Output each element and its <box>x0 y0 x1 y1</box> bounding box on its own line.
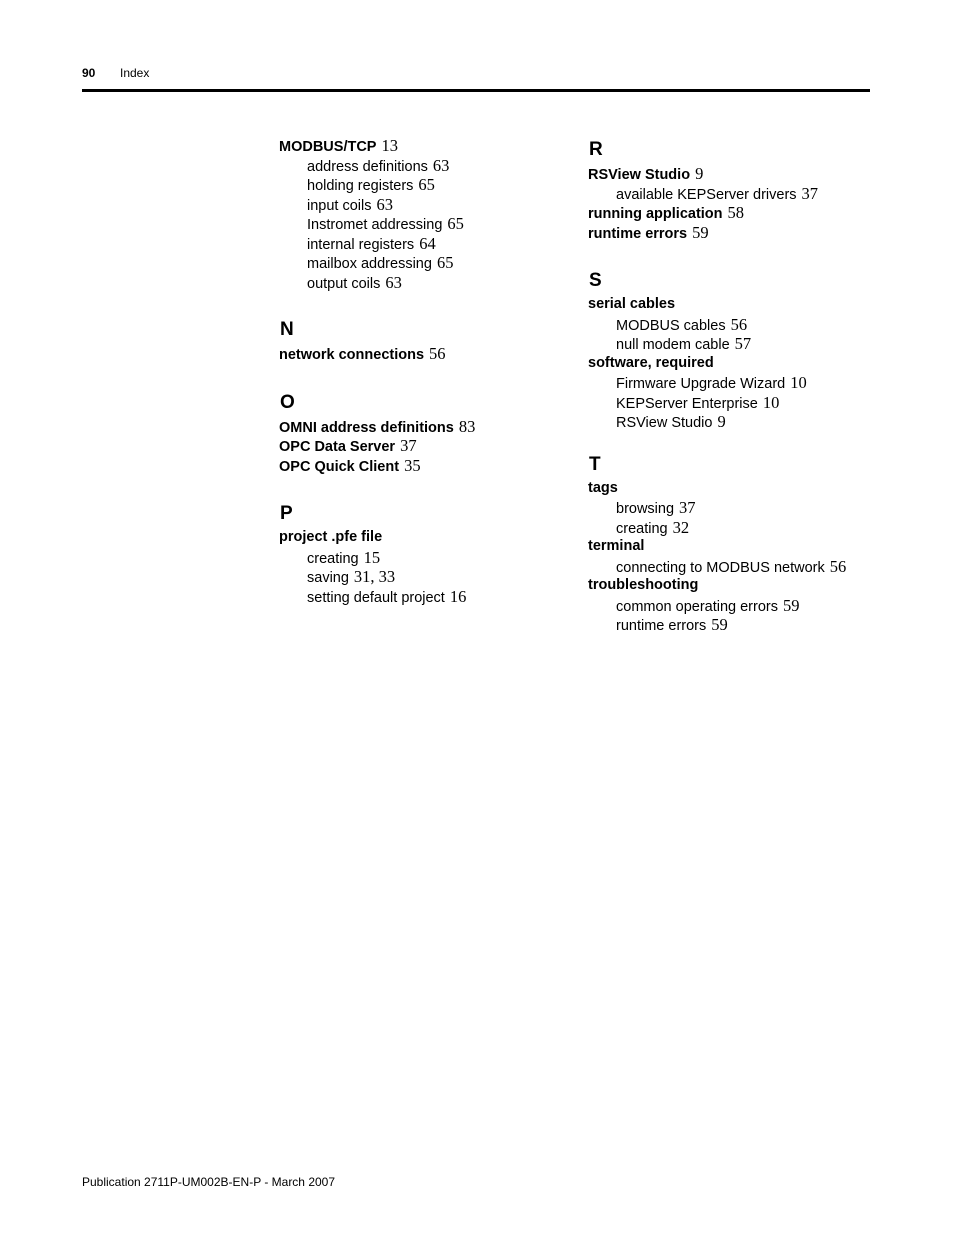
index-term: project .pfe file <box>279 529 383 545</box>
index-subentry <box>588 518 888 538</box>
index-term: MODBUS cables <box>616 317 726 334</box>
index-term: KEPServer Enterprise <box>616 395 758 412</box>
page-reference-link[interactable]: 64 <box>419 233 436 253</box>
index-term: browsing <box>616 501 675 517</box>
index-term: common operating errors <box>616 598 778 615</box>
page-reference-link[interactable]: 56 <box>730 314 748 334</box>
index-subentry <box>588 373 888 393</box>
index-group <box>279 389 579 476</box>
index-term: runtime errors <box>588 225 688 242</box>
index-letter-heading: N <box>280 319 294 340</box>
header-rule <box>82 89 870 92</box>
index-entry <box>279 456 579 476</box>
page-reference-link[interactable]: 63 <box>432 155 450 175</box>
index-group <box>588 136 888 242</box>
page-reference-link[interactable]: 58 <box>727 203 745 222</box>
page-reference-link[interactable]: 63 <box>376 194 393 214</box>
page-reference-link[interactable]: 31, 33 <box>353 567 396 586</box>
index-subentry <box>279 548 579 568</box>
index-term: runtime errors <box>616 618 707 634</box>
page-reference-link[interactable]: 9 <box>717 412 726 431</box>
index-subentry <box>588 393 888 413</box>
index-group <box>279 136 579 292</box>
index-term: input coils <box>307 197 372 214</box>
index-term: connecting to MODBUS network <box>616 559 825 576</box>
index-term: creating <box>616 520 668 537</box>
index-term: internal registers <box>307 236 415 253</box>
index-subentry <box>279 175 579 195</box>
index-entry <box>279 344 579 364</box>
index-column-left <box>279 136 579 606</box>
page-reference-link[interactable]: 59 <box>711 615 728 634</box>
index-group <box>588 267 888 432</box>
page-reference-link[interactable]: 56 <box>429 344 446 363</box>
index-term: output coils <box>307 275 381 292</box>
page-reference-link[interactable]: 16 <box>449 586 467 606</box>
index-term: Firmware Upgrade Wizard <box>616 376 786 392</box>
index-subentry <box>588 334 888 354</box>
index-subentry <box>279 156 579 176</box>
index-column-right <box>588 136 888 635</box>
index-letter-heading: O <box>280 391 295 413</box>
index-entry <box>279 136 579 156</box>
index-letter-heading: T <box>589 453 601 475</box>
page-reference-link[interactable]: 9 <box>695 164 704 183</box>
index-entry <box>588 203 888 223</box>
page-reference-link[interactable]: 57 <box>734 334 752 353</box>
index-term: troubleshooting <box>588 577 699 593</box>
page-reference-link[interactable]: 35 <box>404 455 421 475</box>
index-entry <box>588 164 888 184</box>
index-letter-heading: S <box>589 270 602 291</box>
index-subentry <box>279 195 579 215</box>
index-letter-heading: R <box>589 139 603 160</box>
index-group <box>279 316 579 364</box>
index-subentry <box>279 253 579 273</box>
index-term: address definitions <box>307 158 428 175</box>
index-term: network connections <box>279 347 425 363</box>
page-reference-link[interactable]: 37 <box>400 436 417 455</box>
index-entry <box>279 528 579 548</box>
index-entry <box>588 295 888 315</box>
index-subentry <box>279 587 579 607</box>
index-subentry <box>588 315 888 335</box>
index-term: mailbox addressing <box>307 256 432 272</box>
index-group <box>588 451 888 635</box>
page-reference-link[interactable]: 37 <box>801 183 819 203</box>
page-number: 90 <box>82 66 96 80</box>
index-term: OPC Data Server <box>279 439 396 455</box>
index-subentry <box>588 596 888 616</box>
index-term: software, required <box>588 354 714 371</box>
index-term: setting default project <box>307 589 445 606</box>
index-term: MODBUS/TCP <box>279 139 377 155</box>
index-term: Instromet addressing <box>307 217 443 233</box>
page-reference-link[interactable]: 10 <box>790 373 807 392</box>
index-term: tags <box>588 479 618 496</box>
index-letter-heading: P <box>280 503 293 524</box>
index-entry <box>279 417 579 437</box>
index-subentry <box>588 184 888 204</box>
index-term: terminal <box>588 538 645 554</box>
page-reference-link[interactable]: 65 <box>447 214 464 233</box>
index-term: null modem cable <box>616 337 730 353</box>
page-reference-link[interactable]: 59 <box>783 595 800 615</box>
index-subentry <box>588 412 888 432</box>
page-reference-link[interactable]: 83 <box>458 416 476 436</box>
page-reference-link[interactable]: 56 <box>829 556 847 576</box>
index-term: saving <box>307 570 349 586</box>
index-term: RSView Studio <box>616 415 713 431</box>
publication-footer: Publication 2711P-UM002B-EN-P - March 2007 <box>82 1175 336 1189</box>
index-term: available KEPServer drivers <box>616 186 797 203</box>
page-reference-link[interactable]: 63 <box>385 272 402 292</box>
index-entry <box>588 576 888 596</box>
page-reference-link[interactable]: 59 <box>692 222 709 242</box>
page-reference-link[interactable]: 32 <box>672 517 690 537</box>
page-reference-link[interactable]: 65 <box>436 253 454 272</box>
index-subentry <box>279 214 579 234</box>
index-term: OPC Quick Client <box>279 458 400 475</box>
index-entry <box>588 537 888 557</box>
index-term: RSView Studio <box>588 167 691 183</box>
section-title: Index <box>120 66 150 80</box>
index-entry <box>279 436 579 456</box>
index-subentry <box>588 557 888 577</box>
page-reference-link[interactable]: 15 <box>363 547 381 567</box>
index-subentry <box>279 234 579 254</box>
index-entry <box>588 354 888 374</box>
index-subentry <box>279 567 579 587</box>
index-subentry <box>588 498 888 518</box>
index-entry <box>588 479 888 499</box>
page-reference-link[interactable]: 10 <box>762 392 780 412</box>
index-term: OMNI address definitions <box>279 419 454 436</box>
index-term: running application <box>588 206 723 222</box>
page-reference-link[interactable]: 65 <box>418 175 435 194</box>
index-term: holding registers <box>307 178 414 194</box>
index-group <box>279 500 579 606</box>
page-reference-link[interactable]: 37 <box>679 498 696 517</box>
index-entry <box>588 223 888 243</box>
index-term: creating <box>307 550 359 567</box>
page-reference-link[interactable]: 13 <box>381 136 398 155</box>
index-term: serial cables <box>588 296 676 312</box>
index-subentry <box>279 273 579 293</box>
index-subentry <box>588 615 888 635</box>
